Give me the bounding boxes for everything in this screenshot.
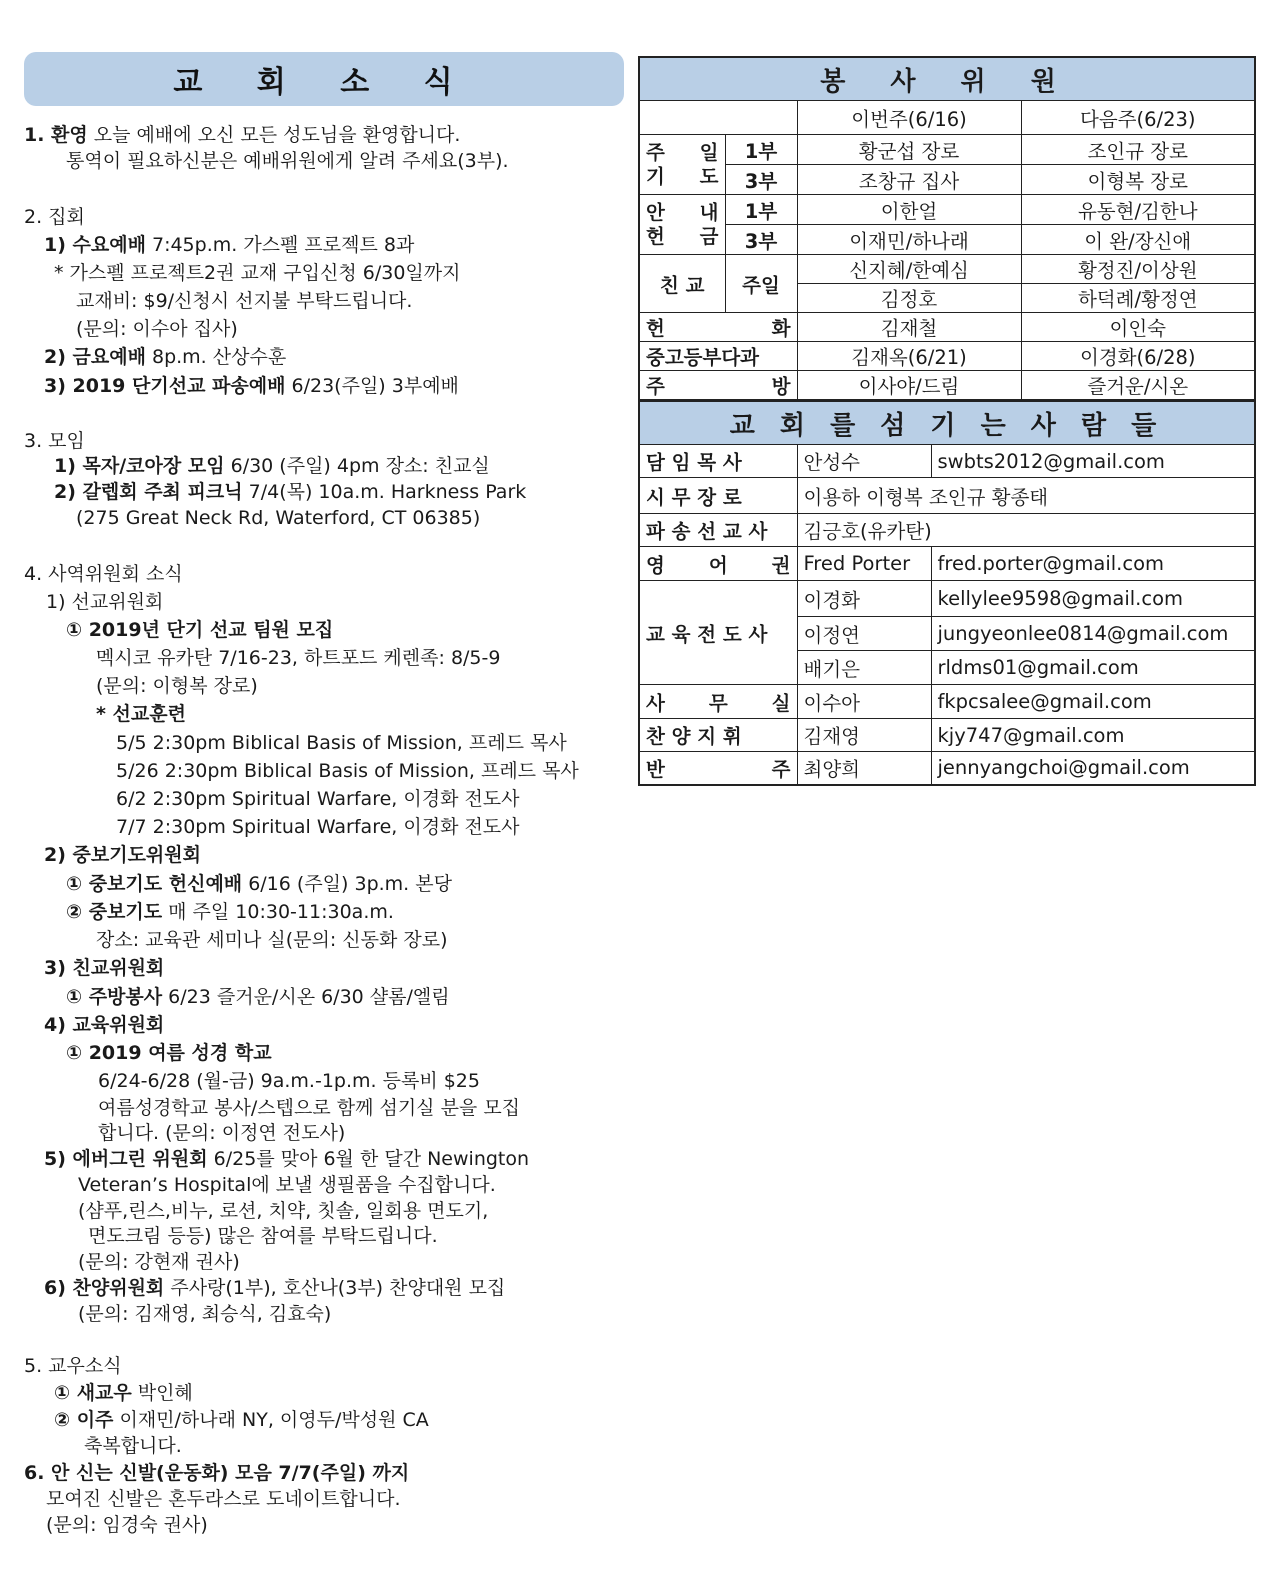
news-line — [96, 673, 258, 699]
volunteer-cell: 이사야/드림 — [797, 371, 1021, 401]
news-line — [44, 842, 201, 868]
kitchen-label: 주 방 — [639, 371, 797, 401]
news-line-bold: 6. 안 신는 신발(운동화) 모음 7/7(주일) 까지 — [24, 1462, 410, 1484]
next-week-header: 다음주(6/23) — [1021, 101, 1255, 135]
news-line-text: 8p.m. 산상수훈 — [145, 346, 287, 368]
news-line-bold: * 선교훈련 — [96, 703, 186, 725]
news-line-bold: 4) 교육위원회 — [44, 1014, 165, 1036]
volunteer-cell: 김재옥(6/21) — [797, 342, 1021, 371]
news-line-text: 5/5 2:30pm Biblical Basis of Mission, 프레드 목사 — [116, 732, 567, 754]
pastor-email[interactable]: swbts2012@gmail.com — [931, 445, 1255, 478]
news-line-bold: 3) 친교위원회 — [44, 957, 165, 979]
volunteer-cell: 이한얼 — [797, 195, 1021, 225]
news-line-bold: 3) 2019 단기선교 파송예배 — [44, 375, 286, 397]
news-line — [96, 645, 500, 671]
news-line-text: 교재비: $9/신청시 선지불 부탁드립니다. — [76, 290, 413, 312]
news-line — [44, 373, 459, 399]
service-label: 주일 — [725, 255, 797, 313]
news-line — [66, 617, 333, 643]
church-news-column — [24, 52, 624, 1536]
news-line-text: 6/2 2:30pm Spiritual Warfare, 이경화 전도사 — [116, 788, 520, 810]
news-line-text: (문의: 이수아 집사) — [76, 318, 238, 340]
missionary-name: 김긍호(유카탄) — [797, 514, 1255, 547]
news-line — [44, 1275, 505, 1301]
news-line — [76, 288, 412, 314]
english-ministry-email[interactable]: fred.porter@gmail.com — [931, 547, 1255, 581]
news-line — [98, 1120, 345, 1146]
news-line — [98, 1068, 480, 1094]
news-line — [24, 561, 183, 587]
volunteer-cell: 황정진/이상원 — [1021, 255, 1255, 284]
volunteers-title: 봉 사 위 원 — [639, 57, 1255, 101]
news-line — [44, 232, 414, 258]
news-line — [24, 204, 85, 230]
news-line — [116, 758, 579, 784]
news-line-bold: ② 중보기도 — [66, 901, 163, 923]
fellowship-label: 친 교 — [639, 255, 725, 313]
volunteer-cell: 조인규 장로 — [1021, 135, 1255, 165]
missionary-label: 파 송 선 교 사 — [639, 514, 797, 547]
volunteer-cell: 이 완/장신애 — [1021, 225, 1255, 255]
news-line-text: 면도크림 등등) 많은 참여를 부탁드립니다. — [88, 1225, 438, 1247]
news-line-text: 7/4(목) 10a.m. Harkness Park — [242, 481, 527, 503]
volunteer-cell: 유동현/김한나 — [1021, 195, 1255, 225]
evangelist-name: 이경화 — [797, 581, 931, 617]
news-line-text: 5/26 2:30pm Biblical Basis of Mission, 프레드 목사 — [116, 760, 579, 782]
accompanist-email[interactable]: jennyangchoi@gmail.com — [931, 752, 1255, 785]
news-line — [44, 1146, 529, 1172]
news-line — [66, 1040, 272, 1066]
volunteers-table — [638, 56, 1256, 401]
evangelist-name: 이정연 — [797, 617, 931, 651]
news-line — [88, 1223, 438, 1249]
volunteer-cell: 하덕례/황정연 — [1021, 284, 1255, 313]
news-line-text: 모여진 신발은 혼두라스로 도네이트합니다. — [46, 1488, 401, 1510]
news-line-text: 축복합니다. — [84, 1435, 182, 1457]
volunteer-cell: 김재철 — [797, 313, 1021, 342]
news-line — [66, 899, 394, 925]
flower-label: 헌 화 — [639, 313, 797, 342]
service-label: 1부 — [725, 135, 797, 165]
evangelists-label: 교 육 전 도 사 — [639, 581, 797, 685]
pastor-label: 담 임 목 사 — [639, 445, 797, 478]
volunteer-cell: 조창규 집사 — [797, 165, 1021, 195]
news-line-text: 여름성경학교 봉사/스텝으로 함께 섬기실 분을 모집 — [98, 1097, 521, 1119]
news-line-bold: ① 2019 여름 성경 학교 — [66, 1042, 272, 1064]
news-line — [66, 871, 452, 897]
news-line — [24, 1353, 122, 1379]
news-line — [44, 955, 164, 981]
news-line-bold: ① 중보기도 헌신예배 — [66, 873, 243, 895]
news-line-text: (문의: 강현재 권사) — [78, 1251, 240, 1273]
news-line-bold: 1. 환영 — [24, 124, 88, 146]
news-line-bold: 2) 금요예배 — [44, 346, 146, 368]
volunteer-cell: 이경화(6/28) — [1021, 342, 1255, 371]
news-line — [78, 1198, 488, 1224]
news-line — [46, 1486, 401, 1512]
news-line-text: 합니다. (문의: 이정연 전도사) — [98, 1122, 346, 1144]
this-week-header: 이번주(6/16) — [797, 101, 1021, 135]
news-line — [116, 814, 520, 840]
news-line — [78, 1172, 496, 1198]
news-line-text: 3. 모임 — [24, 430, 85, 452]
news-line — [84, 1433, 182, 1459]
service-label: 1부 — [725, 195, 797, 225]
news-line-text: 매 주일 10:30-11:30a.m. — [162, 901, 394, 923]
volunteer-cell: 황군섭 장로 — [797, 135, 1021, 165]
volunteer-cell: 즐거운/시온 — [1021, 371, 1255, 401]
news-line-bold: ② 이주 — [54, 1409, 114, 1431]
news-line-text: 6/23 즐거운/시온 6/30 샬롬/엘림 — [162, 986, 450, 1008]
news-line-text: 주사랑(1부), 호산나(3부) 찬양대원 모집 — [164, 1277, 506, 1299]
news-line — [98, 1095, 520, 1121]
elders-names: 이용하 이형복 조인규 황종태 — [797, 478, 1255, 514]
news-line-text: (샴푸,린스,비누, 로션, 치약, 칫솔, 일회용 면도기, — [78, 1200, 489, 1222]
right-column — [638, 56, 1254, 786]
news-line-text: 통역이 필요하신분은 예배위원에게 알려 주세요(3부). — [66, 150, 509, 172]
office-label: 사 무 실 — [639, 685, 797, 719]
news-line — [66, 984, 450, 1010]
news-line-bold: 1) 수요예배 — [44, 234, 146, 256]
news-line — [96, 927, 448, 953]
news-line — [24, 122, 460, 148]
church-news-title: 교 회 소 식 — [24, 52, 624, 106]
evangelist-email[interactable]: jungyeonlee0814@gmail.com — [931, 617, 1255, 651]
news-line-bold: ① 2019년 단기 선교 팀원 모집 — [66, 619, 334, 641]
news-line — [54, 260, 460, 286]
volunteer-cell: 이형복 장로 — [1021, 165, 1255, 195]
news-line-bold: 2) 중보기도위원회 — [44, 844, 201, 866]
volunteer-cell: 이재민/하나래 — [797, 225, 1021, 255]
news-line-text: 6/25를 맞아 6월 한 달간 Newington — [207, 1148, 530, 1170]
news-line-bold: 2) 갈렙회 주최 피크닉 — [54, 481, 243, 503]
evangelist-email[interactable]: rldms01@gmail.com — [931, 651, 1255, 685]
elders-label: 시 무 장 로 — [639, 478, 797, 514]
choir-director-email[interactable]: kjy747@gmail.com — [931, 719, 1255, 752]
news-line-text: 4. 사역위원회 소식 — [24, 563, 183, 585]
prayer-label: 주 일 기 도 — [639, 135, 725, 195]
news-line-text: (문의: 이형복 장로) — [96, 675, 258, 697]
news-line-text: 오늘 예배에 오신 모든 성도님을 환영합니다. — [87, 124, 461, 146]
office-email[interactable]: fkpcsalee@gmail.com — [931, 685, 1255, 719]
pastor-name: 안성수 — [797, 445, 931, 478]
news-line-text: 6/23(주일) 3부예배 — [285, 375, 459, 397]
service-label: 3부 — [725, 165, 797, 195]
news-line-text: 이재민/하나래 NY, 이영두/박성원 CA — [113, 1409, 429, 1431]
news-line — [76, 316, 238, 342]
news-line-text: (275 Great Neck Rd, Waterford, CT 06385) — [76, 507, 481, 529]
news-line — [78, 1249, 240, 1275]
news-line — [78, 1301, 331, 1327]
blank-cell — [639, 101, 797, 135]
news-line-bold: ① 주방봉사 — [66, 986, 163, 1008]
choir-director-label: 찬 양 지 휘 — [639, 719, 797, 752]
servants-table — [638, 401, 1256, 786]
news-line — [54, 479, 526, 505]
news-line-text: 6/24-6/28 (월-금) 9a.m.-1p.m. 등록비 $25 — [98, 1070, 480, 1092]
news-line-bold: 5) 에버그린 위원회 — [44, 1148, 208, 1170]
volunteer-cell: 이인숙 — [1021, 313, 1255, 342]
news-line-text: Veteran’s Hospital에 보낼 생필품을 수집합니다. — [78, 1174, 496, 1196]
youth-snack-label: 중고등부다과 — [639, 342, 797, 371]
volunteer-cell: 신지혜/한예심 — [797, 255, 1021, 284]
news-line — [76, 505, 480, 531]
english-ministry-label: 영 어 권 — [639, 547, 797, 581]
news-line — [54, 1407, 429, 1433]
news-line — [96, 701, 186, 727]
office-name: 이수아 — [797, 685, 931, 719]
news-line — [24, 1460, 409, 1486]
news-line-text: (문의: 임경숙 권사) — [46, 1514, 208, 1536]
usher-offering-label: 안 내 헌 금 — [639, 195, 725, 255]
news-line-text: 6/30 (주일) 4pm 장소: 친교실 — [224, 455, 490, 477]
news-line — [46, 1512, 208, 1538]
service-label: 3부 — [725, 225, 797, 255]
news-line-bold: ① 새교우 — [54, 1382, 132, 1404]
news-line — [44, 1012, 164, 1038]
servants-title: 교 회 를 섬 기 는 사 람 들 — [639, 402, 1255, 445]
news-line — [46, 589, 163, 615]
choir-director-name: 김재영 — [797, 719, 931, 752]
accompanist-label: 반 주 — [639, 752, 797, 785]
news-line-text: (문의: 김재영, 최승식, 김효숙) — [78, 1303, 332, 1325]
volunteer-cell: 김정호 — [797, 284, 1021, 313]
news-line — [24, 428, 85, 454]
news-line-text: 멕시코 유카탄 7/16-23, 하트포드 케렌족: 8/5-9 — [96, 647, 501, 669]
news-line — [54, 1380, 193, 1406]
news-line-text: * 가스펠 프로젝트2권 교재 구입신청 6/30일까지 — [54, 262, 461, 284]
news-line-text: 6/16 (주일) 3p.m. 본당 — [242, 873, 452, 895]
news-line-text: 박인혜 — [131, 1382, 193, 1404]
news-line-bold: 1) 목자/코아장 모임 — [54, 455, 225, 477]
english-ministry-name: Fred Porter — [797, 547, 931, 581]
news-line — [66, 148, 509, 174]
news-line — [116, 786, 520, 812]
news-line-text: 2. 집회 — [24, 206, 85, 228]
news-line — [44, 344, 286, 370]
evangelist-email[interactable]: kellylee9598@gmail.com — [931, 581, 1255, 617]
news-line-text: 5. 교우소식 — [24, 1355, 122, 1377]
news-line — [54, 453, 490, 479]
accompanist-name: 최양희 — [797, 752, 931, 785]
news-line — [116, 730, 567, 756]
news-line-text: 1) 선교위원회 — [46, 591, 164, 613]
evangelist-name: 배기은 — [797, 651, 931, 685]
news-line-bold: 6) 찬양위원회 — [44, 1277, 165, 1299]
news-line-text: 장소: 교육관 세미나 실(문의: 신동화 장로) — [96, 929, 448, 951]
news-line-text: 7/7 2:30pm Spiritual Warfare, 이경화 전도사 — [116, 816, 520, 838]
news-line-text: 7:45p.m. 가스펠 프로젝트 8과 — [145, 234, 415, 256]
